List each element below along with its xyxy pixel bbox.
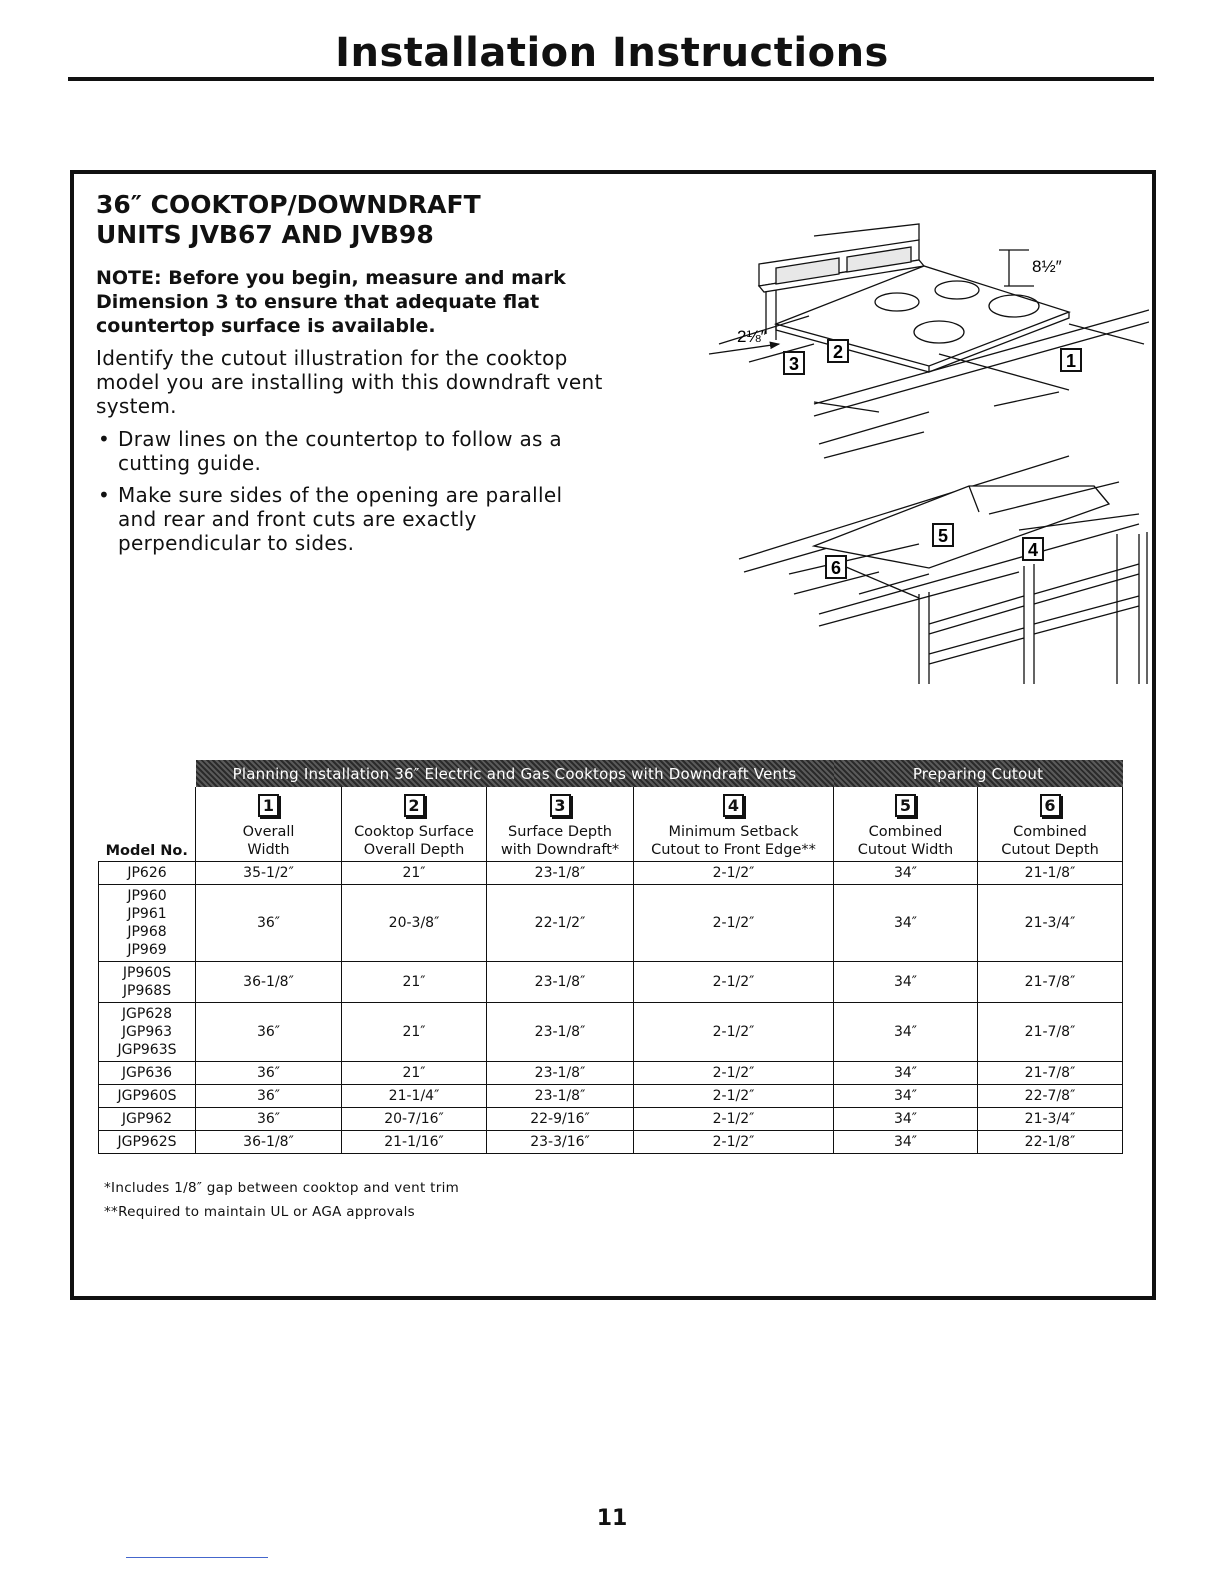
callout-1 [1061, 349, 1081, 371]
dimension-value-cell: 35-1/2″ [196, 862, 342, 885]
svg-text:1: 1 [1066, 351, 1077, 371]
model-number: JP960S [122, 965, 172, 981]
model-number-header: Model No. [105, 843, 188, 859]
table-row [99, 1085, 1123, 1108]
dimension-value-cell: 21-7/8″ [978, 1003, 1123, 1062]
dimension-value-cell: 21-3/4″ [978, 1108, 1123, 1131]
dimension-value-cell: 36″ [196, 885, 342, 962]
model-number-cell [99, 1062, 196, 1085]
dimension-value-cell: 34″ [834, 1131, 978, 1154]
footnote-approvals: **Required to maintain UL or AGA approvals [104, 1204, 415, 1220]
instruction-bullets [96, 427, 566, 563]
table-row [99, 1003, 1123, 1062]
bullet-text: Make sure sides of the opening are parallel and rear and front cuts are exactly perpendicular to sides. [118, 483, 563, 555]
svg-text:5: 5 [938, 526, 949, 546]
model-number: JGP963S [117, 1042, 177, 1058]
dimension-value-cell: 34″ [834, 1108, 978, 1131]
dimension-value-cell: 34″ [834, 1062, 978, 1085]
column-number-3: 3 [487, 787, 634, 823]
footnote-gap: *Includes 1/8″ gap between cooktop and vent trim [104, 1180, 460, 1196]
dimension-label-8-half: 8½″ [1032, 257, 1062, 276]
column-number-6: 6 [978, 787, 1123, 823]
dimension-value-cell: 23-3/16″ [487, 1131, 634, 1154]
bottom-link-underline [126, 1557, 268, 1558]
dimension-value-cell: 36″ [196, 1003, 342, 1062]
intro-text: Identify the cutout illustration for the cooktop model you are installing with this downdraft vent system. [96, 346, 603, 418]
specifications-table [98, 760, 1123, 1154]
dimension-value-cell: 21″ [342, 1062, 487, 1085]
model-number: JGP628 [121, 1006, 173, 1022]
dimension-value-cell: 22-7/8″ [978, 1085, 1123, 1108]
dimension-value-cell: 36″ [196, 1108, 342, 1131]
table-row [99, 885, 1123, 962]
dimension-value-cell: 21-7/8″ [978, 1062, 1123, 1085]
callout-6 [826, 556, 846, 578]
callout-2 [828, 340, 848, 362]
model-number-cell [99, 862, 196, 885]
dimension-value-cell: 23-1/8″ [487, 962, 634, 1003]
dimension-value-cell: 36″ [196, 1085, 342, 1108]
dimension-value-cell: 2-1/2″ [634, 862, 834, 885]
table-row [99, 1108, 1123, 1131]
specifications-table-body [99, 862, 1123, 1154]
model-number: JP968 [127, 924, 167, 940]
model-number: JP626 [127, 865, 167, 881]
dimension-value-cell: 2-1/2″ [634, 885, 834, 962]
dimension-value-cell: 22-1/8″ [978, 1131, 1123, 1154]
dimension-value-cell: 36″ [196, 1062, 342, 1085]
dimension-value-cell: 2-1/2″ [634, 1062, 834, 1085]
dimension-value-cell: 21″ [342, 1003, 487, 1062]
column-header-cooktop-depth: Cooktop Surface Overall Depth [342, 823, 487, 862]
bullet-text: Draw lines on the countertop to follow as a cutting guide. [118, 427, 562, 475]
instruction-frame [70, 170, 1156, 1300]
dimension-value-cell: 23-1/8″ [487, 1085, 634, 1108]
dimension-value-cell: 34″ [834, 885, 978, 962]
dimension-value-cell: 36-1/8″ [196, 1131, 342, 1154]
model-number-cell [99, 1003, 196, 1062]
callout-5 [933, 524, 953, 546]
column-header-cutout-depth: Combined Cutout Depth [978, 823, 1123, 862]
svg-text:4: 4 [1028, 540, 1039, 560]
bullet-item: • Make sure sides of the opening are parallel and rear and front cuts are exactly perpendicular to sides. [98, 483, 563, 555]
note-text: NOTE: Before you begin, measure and mark Dimension 3 to ensure that adequate flat countertop surface is available. [96, 267, 566, 337]
dimension-label-2-1-8: 2⅛″ [737, 327, 767, 346]
page-title: Installation Instructions [335, 30, 889, 76]
model-number-cell [99, 885, 196, 962]
cutout-diagram [639, 194, 1149, 684]
callout-3 [784, 352, 804, 374]
column-header-overall-width: Overall Width [196, 823, 342, 862]
column-number-4: 4 [634, 787, 834, 823]
column-number-5: 5 [834, 787, 978, 823]
column-header-cutout-width: Combined Cutout Width [834, 823, 978, 862]
model-number: JP968S [122, 983, 172, 999]
dimension-value-cell: 36-1/8″ [196, 962, 342, 1003]
dimension-value-cell: 34″ [834, 962, 978, 1003]
dimension-value-cell: 21″ [342, 862, 487, 885]
model-number: JGP963 [121, 1024, 173, 1040]
dimension-value-cell: 22-1/2″ [487, 885, 634, 962]
banner-preparing-cutout: Preparing Cutout [834, 760, 1123, 787]
page-number: 11 [596, 1506, 628, 1531]
table-row [99, 1062, 1123, 1085]
dimension-value-cell: 34″ [834, 1003, 978, 1062]
bullet-item: • Draw lines on the countertop to follow as a cutting guide. [98, 427, 562, 475]
dimension-value-cell: 21-3/4″ [978, 885, 1123, 962]
dimension-value-cell: 2-1/2″ [634, 1108, 834, 1131]
countertop-cutout-illustration [739, 456, 1147, 684]
model-number: JP960 [127, 888, 167, 904]
dimension-value-cell: 2-1/2″ [634, 1085, 834, 1108]
banner-planning-installation: Planning Installation 36″ Electric and Gas Cooktops with Downdraft Vents [196, 760, 834, 787]
model-number-cell [99, 1085, 196, 1108]
dimension-value-cell: 23-1/8″ [487, 862, 634, 885]
model-number: JP969 [127, 942, 167, 958]
dimension-value-cell: 21-1/8″ [978, 862, 1123, 885]
svg-text:3: 3 [789, 354, 800, 374]
callout-4 [1023, 538, 1043, 560]
dimension-value-cell: 34″ [834, 862, 978, 885]
dimension-value-cell: 23-1/8″ [487, 1003, 634, 1062]
model-number: JP961 [127, 906, 167, 922]
section-title-line1: 36″ COOKTOP/DOWNDRAFT [96, 190, 481, 219]
dimension-value-cell: 2-1/2″ [634, 962, 834, 1003]
dimension-value-cell: 23-1/8″ [487, 1062, 634, 1085]
dimension-value-cell: 2-1/2″ [634, 1131, 834, 1154]
column-header-surface-depth: Surface Depth with Downdraft* [487, 823, 634, 862]
dimension-value-cell: 21-1/16″ [342, 1131, 487, 1154]
svg-text:2: 2 [833, 342, 844, 362]
dimension-value-cell: 22-9/16″ [487, 1108, 634, 1131]
svg-text:6: 6 [831, 558, 842, 578]
model-number: JGP962 [121, 1111, 173, 1127]
model-number: JGP962S [117, 1134, 177, 1150]
dimension-value-cell: 20-7/16″ [342, 1108, 487, 1131]
title-rule [68, 77, 1154, 81]
column-header-minimum-setback: Minimum Setback Cutout to Front Edge** [634, 823, 834, 862]
column-number-2: 2 [342, 787, 487, 823]
dimension-value-cell: 20-3/8″ [342, 885, 487, 962]
model-number: JGP636 [121, 1065, 173, 1081]
model-number-cell [99, 1131, 196, 1154]
dimension-value-cell: 34″ [834, 1085, 978, 1108]
section-title [96, 190, 481, 250]
dimension-value-cell: 21″ [342, 962, 487, 1003]
footnotes [104, 1176, 459, 1224]
table-row [99, 862, 1123, 885]
model-number-cell [99, 962, 196, 1003]
table-row [99, 1131, 1123, 1154]
model-number: JGP960S [117, 1088, 177, 1104]
table-row [99, 962, 1123, 1003]
dimension-value-cell: 21-1/4″ [342, 1085, 487, 1108]
column-number-1: 1 [196, 787, 342, 823]
model-number-cell [99, 1108, 196, 1131]
section-title-line2: UNITS JVB67 AND JVB98 [96, 220, 434, 249]
dimension-value-cell: 21-7/8″ [978, 962, 1123, 1003]
dimension-value-cell: 2-1/2″ [634, 1003, 834, 1062]
